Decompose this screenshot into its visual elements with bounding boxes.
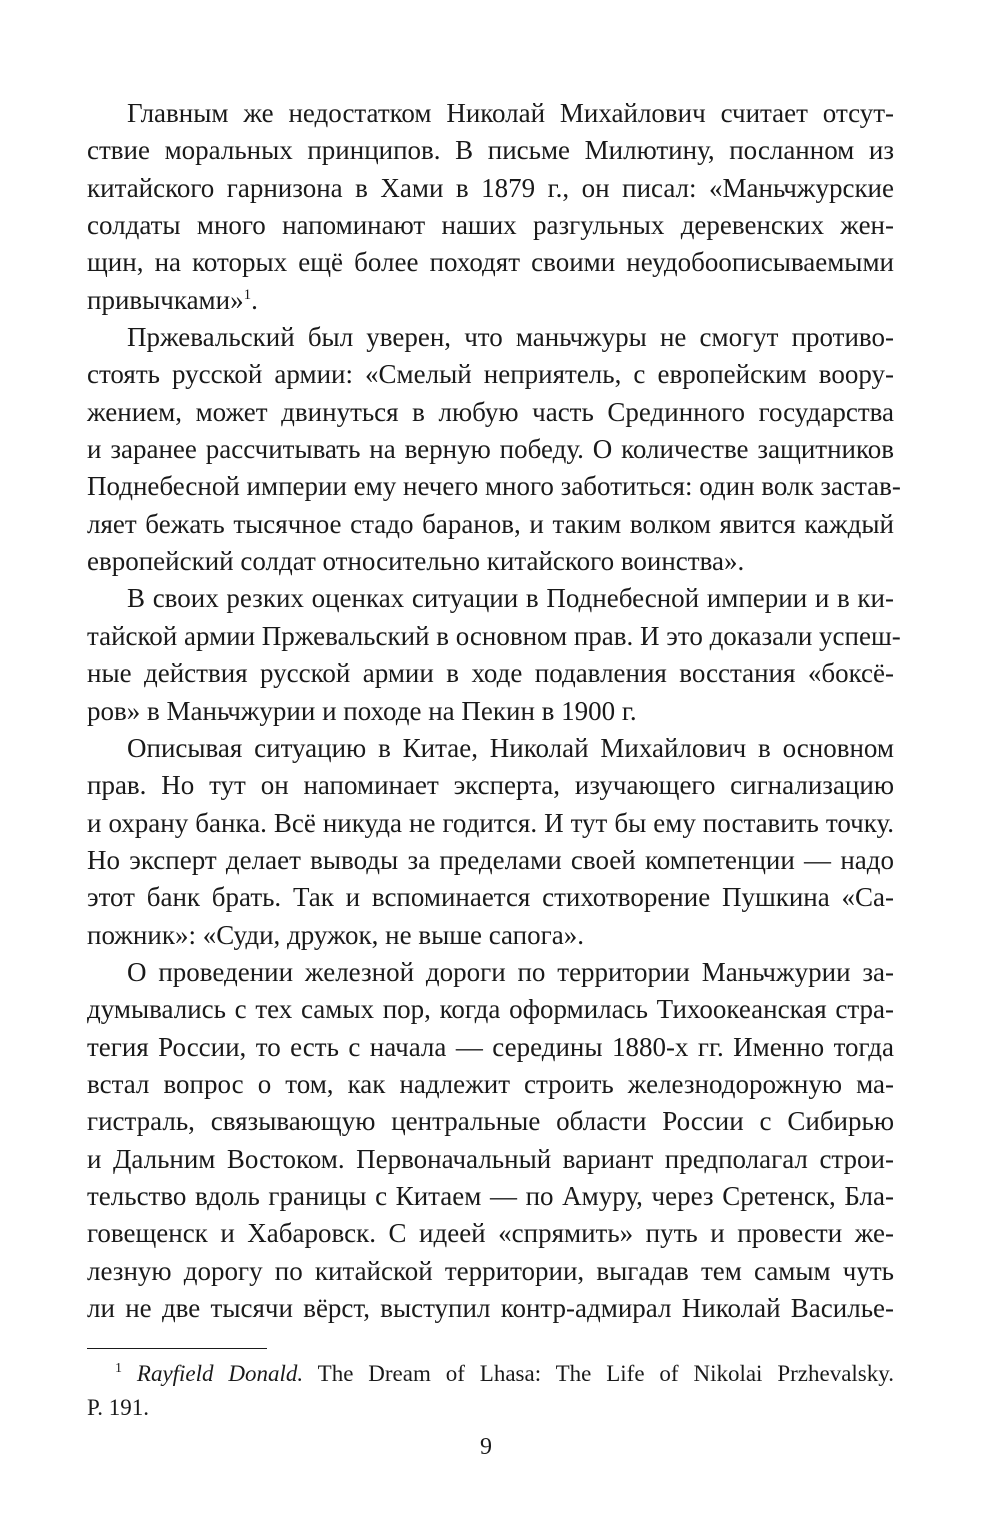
footnote-number: 1 bbox=[115, 1361, 122, 1376]
text-line: ляет бежать тысячное стадо баранов, и таким волком явится каждый bbox=[87, 508, 894, 539]
text-line-with-footnote bbox=[87, 282, 894, 319]
text-line: В своих резких оценках ситуации в Поднебесной империи и в ки- bbox=[127, 583, 894, 614]
text-line: Главным же недостатком Николай Михайлович считает отсут- bbox=[127, 98, 894, 128]
text-line: жением, может двинуться в любую часть Срединного государства bbox=[87, 396, 894, 427]
text-line: гистраль, связывающую центральные области России с Сибирью bbox=[87, 1106, 894, 1137]
text-line: Поднебесной империи ему нечего много заботиться: один волк застав- bbox=[87, 471, 901, 502]
text-line: ные действия русской армии в ходе подавления восстания «боксё- bbox=[87, 658, 894, 689]
paragraph-3 bbox=[87, 580, 901, 729]
paragraph-5 bbox=[87, 954, 894, 1327]
footnote-line bbox=[87, 1357, 894, 1391]
text-line: ров» в Маньчжурии и походе на Пекин в 1900 г. bbox=[87, 695, 637, 726]
text-line: ли не две тысячи вёрст, выступил контр-адмирал Николай Василье- bbox=[87, 1293, 894, 1323]
footnote-reference[interactable]: 1 bbox=[243, 286, 252, 303]
text-line-tail: . bbox=[251, 284, 258, 315]
footnote-page-ref: P. 191. bbox=[87, 1395, 149, 1420]
paragraph-1 bbox=[87, 95, 894, 319]
page-number: 9 bbox=[480, 1434, 492, 1460]
text-line: говещенск и Хабаровск. С идеей «спрямить» путь и провести же- bbox=[87, 1218, 894, 1249]
text-line: щин, на которых ещё более походят своими неудобоописываемыми bbox=[87, 247, 894, 278]
text-line: солдаты много напоминают наших разгульных деревенских жен- bbox=[87, 210, 894, 241]
text-line: тегия России, то есть с начала — середины 1880-х гг. Именно тогда bbox=[87, 1031, 894, 1062]
text-line: пожник»: «Суди, дружок, не выше сапога». bbox=[87, 919, 584, 950]
text-line: встал вопрос о том, как надлежит строить железнодорожную ма- bbox=[87, 1068, 894, 1099]
paragraph-4 bbox=[87, 730, 894, 954]
text-line: Но эксперт делает выводы за пределами своей компетенции — надо bbox=[87, 844, 894, 875]
footnote-divider bbox=[87, 1348, 267, 1349]
text-line: китайского гарнизона в Хами в 1879 г., он писал: «Маньчжурские bbox=[87, 172, 894, 203]
text-line: этот банк брать. Так и вспоминается стихотворение Пушкина «Са- bbox=[87, 882, 894, 913]
text-line: О проведении железной дороги по территории Маньчжурии за- bbox=[127, 956, 894, 987]
text-line: европейский солдат относительно китайского воинства». bbox=[87, 546, 745, 577]
text-line-content: привычками» bbox=[87, 284, 244, 315]
text-line: тельство вдоль границы с Китаем — по Амуру, через Сретенск, Бла- bbox=[87, 1180, 894, 1211]
text-line: тайской армии Пржевальский в основном прав. И это доказали успеш- bbox=[87, 620, 901, 651]
main-text bbox=[87, 95, 901, 1327]
footnote bbox=[87, 1357, 894, 1425]
text-line: прав. Но тут он напоминает эксперта, изучающего сигнализацию bbox=[87, 770, 894, 801]
paragraph-2 bbox=[87, 319, 901, 580]
text-line: ствие моральных принципов. В письме Милютину, посланном из bbox=[87, 135, 894, 166]
text-line: лезную дорогу по китайской территории, выгадав тем самым чуть bbox=[87, 1255, 894, 1286]
footnote-title: The Dream of Lhasa: The Life of Nikolai Przhevalsky. bbox=[303, 1361, 895, 1386]
text-line: и охрану банка. Всё никуда не годится. И тут бы ему поставить точку. bbox=[87, 807, 894, 838]
text-line: думывались с тех самых пор, когда оформилась Тихоокеанская стра- bbox=[87, 994, 894, 1025]
text-line: Описывая ситуацию в Китае, Николай Михайлович в основном bbox=[127, 732, 894, 763]
text-line: стоять русской армии: «Смелый неприятель, с европейским воору- bbox=[87, 359, 894, 390]
text-line: Пржевальский был уверен, что маньчжуры не смогут противо- bbox=[127, 322, 894, 353]
text-line: и Дальним Востоком. Первоначальный вариант предполагал строи- bbox=[87, 1143, 894, 1174]
footnote-author: Rayfield Donald. bbox=[136, 1361, 304, 1386]
text-line: и заранее рассчитывать на верную победу. О количестве защитников bbox=[87, 434, 894, 465]
